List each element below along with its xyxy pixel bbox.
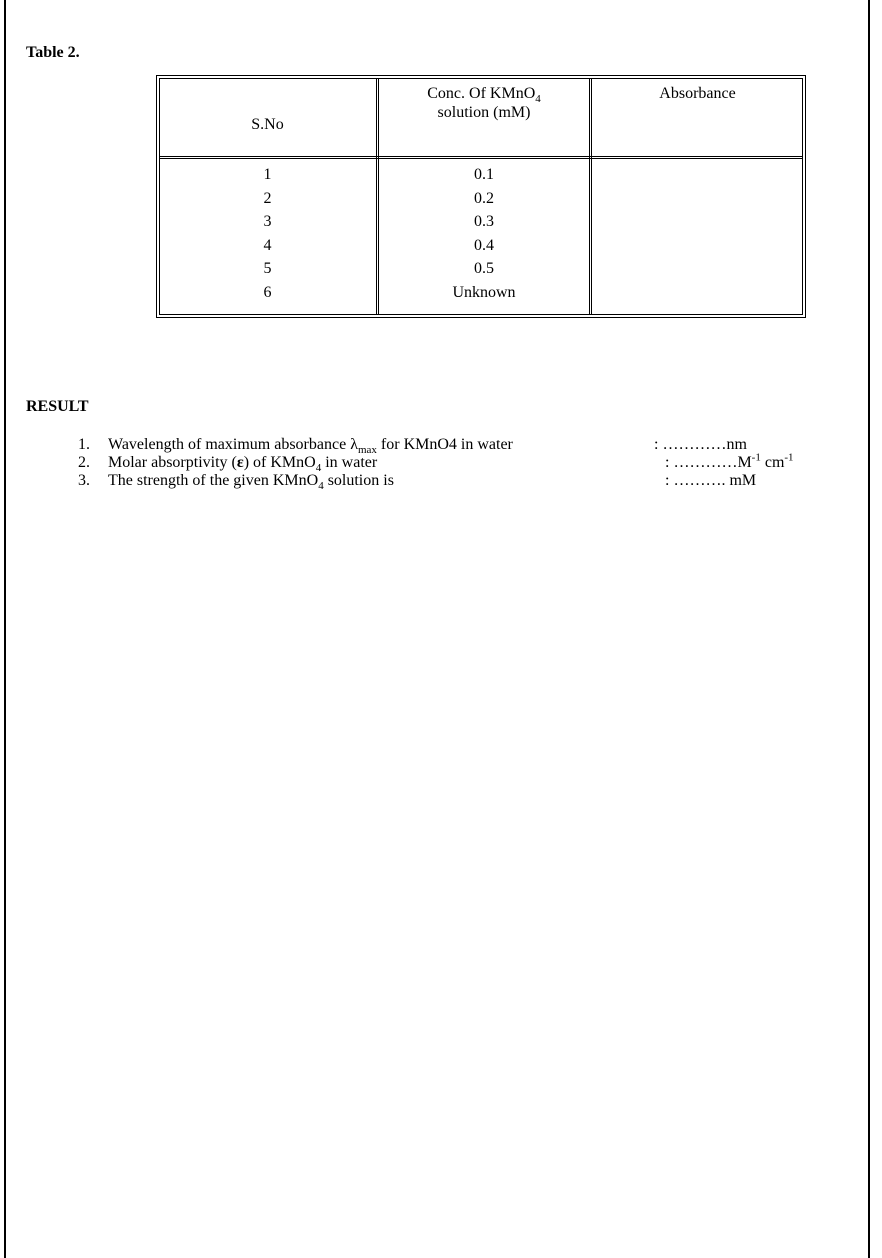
result-item: [0, 472, 882, 491]
table-cell-conc: 0.3: [474, 213, 494, 231]
header-absorbance: Absorbance: [659, 85, 736, 102]
table-cell-absorbance: [592, 281, 803, 305]
table-cell-conc: 0.1: [474, 166, 494, 183]
table-cell-conc: 0.5: [474, 260, 494, 278]
absorbance-table: [156, 75, 806, 318]
result-text: Wavelength of maximum absorbance $\lambda_{max}$ for KMnO4 in water: [108, 436, 513, 457]
header-concentration: [379, 84, 589, 122]
result-item: [0, 436, 882, 455]
header-sno: S.No: [251, 116, 284, 133]
table-cell-conc: Unknown: [452, 283, 516, 301]
table-cell-sno: 2: [263, 189, 272, 207]
table-cell-conc: 0.2: [474, 189, 494, 207]
result-text: Molar absorptivity (ε) of KMnO$_4$ in water: [108, 454, 378, 475]
table-cell-absorbance: [592, 210, 803, 234]
table-cell-conc: 0.4: [474, 236, 494, 254]
result-answer-blank: : …………nm: [654, 436, 747, 453]
header-conc-line2: solution (mM): [437, 104, 531, 121]
result-item: [0, 451, 882, 475]
result-number: 1.: [78, 436, 90, 453]
result-number: 2.: [78, 454, 90, 471]
table-cell-sno: 3: [263, 213, 272, 231]
table-cell-sno: 6: [263, 283, 272, 301]
table-cell-absorbance: [592, 257, 803, 281]
absorbance-column: [592, 163, 803, 305]
table-cell-absorbance: [592, 163, 803, 187]
concentration-column: [379, 163, 589, 305]
header-conc-subscript: 4: [535, 93, 541, 106]
result-answer-blank: : ………. mM: [665, 472, 757, 489]
table-caption: Table 2.: [26, 44, 80, 61]
table-cell-absorbance: [592, 234, 803, 258]
table-cell-absorbance: [592, 187, 803, 211]
result-text: The strength of the given KMnO$_4$ solution is: [108, 472, 394, 493]
header-divider: [159, 156, 803, 159]
result-answer-blank: : $\dots\dots\dots\dots M^{-1}$ $cm^{-1}$: [665, 451, 794, 471]
header-conc-line1: Conc. Of KMnO: [427, 85, 536, 102]
table-cell-sno: 1: [263, 166, 272, 183]
sno-column: [159, 163, 376, 305]
table-cell-sno: 5: [263, 260, 272, 278]
table-cell-sno: 4: [263, 236, 272, 254]
result-heading: RESULT: [26, 398, 89, 415]
result-number: 3.: [78, 472, 90, 489]
